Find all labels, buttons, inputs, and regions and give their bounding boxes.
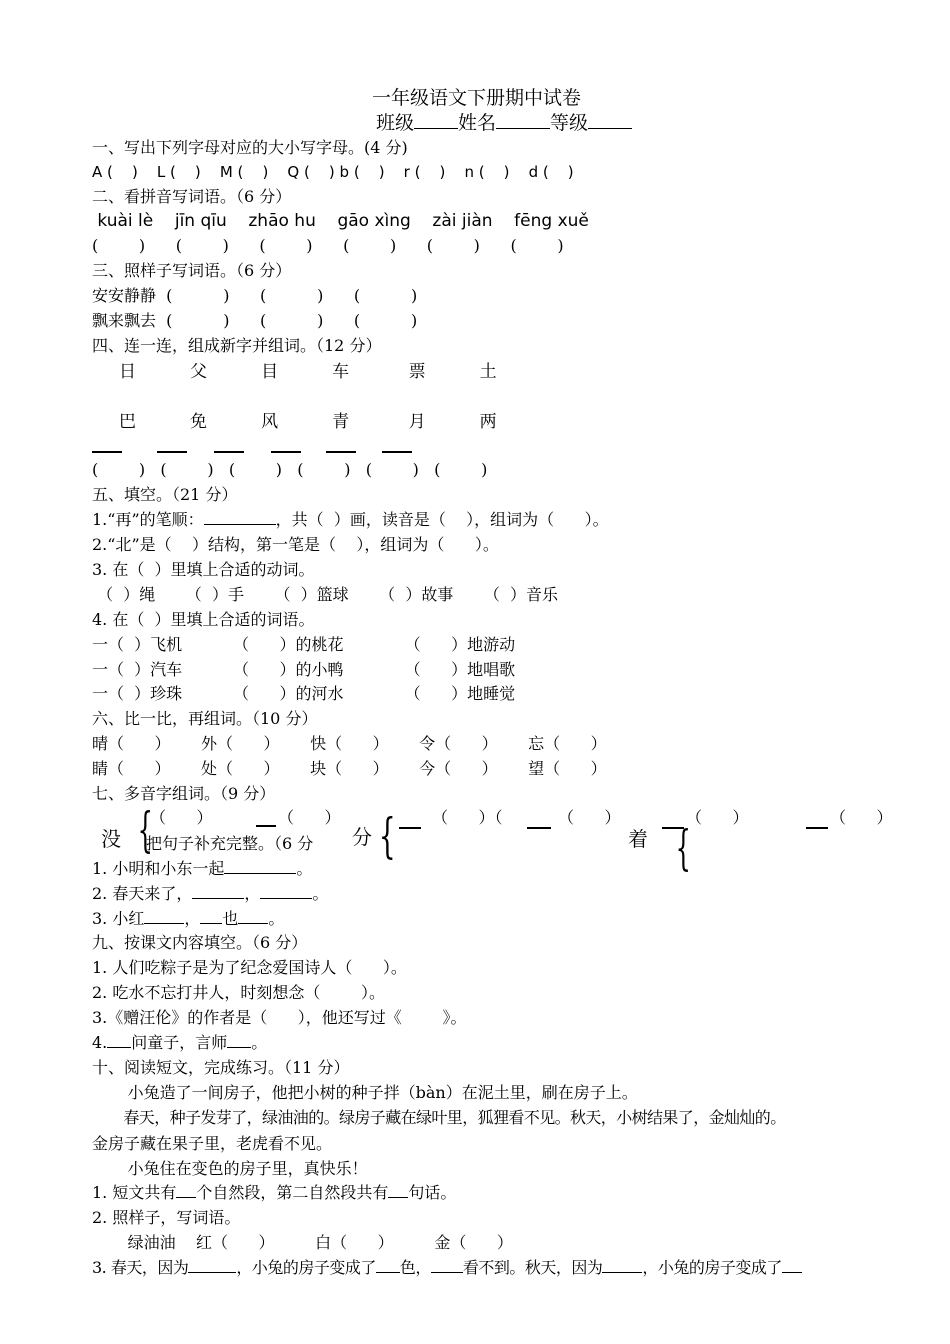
dash-mark <box>527 827 551 829</box>
answer-blank[interactable] <box>107 1033 131 1048</box>
passage-paragraph-2-cont: 金房子藏在果子里，老虎看不见。 <box>92 1134 333 1153</box>
fill-q4-row-2: 一（ ）汽车 （ ）的小鸭 （ ）地唱歌 <box>92 660 516 679</box>
answer-blank[interactable] <box>227 1033 251 1048</box>
compare-row-2: 睛（ ） 处（ ） 块（ ） 今（ ） 望（ ） <box>92 759 607 778</box>
polyphone-blank: （ ） <box>558 808 621 827</box>
answer-blank[interactable] <box>238 909 268 924</box>
pattern-row-1: 安安静静 ( ) ( ) ( ) <box>92 286 418 305</box>
section-8-heading: 把句子补充完整。（6 分 <box>146 834 314 853</box>
passage-paragraph-2: 春天，种子发芽了，绿油油的。绿房子藏在绿叶里，狐狸看不见。秋天，小树结果了，金灿灿的。 <box>92 1108 786 1127</box>
connect-line <box>214 451 244 453</box>
connect-bottom-chars: 巴 免 风 青 月 两 <box>92 412 497 432</box>
answer-blank[interactable] <box>376 1258 400 1273</box>
section-4-heading: 四、连一连，组成新字并组词。（12 分） <box>92 336 382 355</box>
section-2-heading: 二、看拼音写词语。（6 分） <box>92 187 292 206</box>
dash-mark <box>399 827 421 829</box>
answer-blank[interactable] <box>602 1258 642 1273</box>
connect-line <box>382 451 412 453</box>
answer-blank[interactable] <box>388 1183 408 1198</box>
passage-paragraph-1: 小兔造了一间房子，他把小树的种子拌（bàn）在泥土里，刷在房子上。 <box>92 1083 638 1102</box>
brace-icon: { <box>378 808 396 864</box>
recall-q3: 3.《赠汪伦》的作者是（ ），他还写过《 》。 <box>92 1008 467 1027</box>
fill-q1: 1.“再”的笔顺： ，共（ ）画，读音是（ ），组词为（ ）。 <box>92 510 609 529</box>
reading-q3: 3. 春天，因为 ，小兔的房子变成了 色， 看不到。秋天，因为 ，小兔的房子变成了 <box>92 1258 802 1278</box>
answer-blank[interactable] <box>224 859 296 874</box>
brace-icon: { <box>137 802 153 858</box>
polyphone-blank: （ ） <box>830 808 893 827</box>
section-6-heading: 六、比一比，再组词。（10 分） <box>92 709 318 728</box>
polyphone-fen: 分 <box>352 825 372 849</box>
answer-blank[interactable] <box>192 884 244 899</box>
answer-blank[interactable] <box>260 884 312 899</box>
answer-blank[interactable] <box>782 1258 802 1273</box>
section-1-heading: 一、写出下列字母对应的大小写字母。(4 分) <box>92 138 408 157</box>
answer-blank[interactable] <box>144 909 184 924</box>
section-3-heading: 三、照样子写词语。（6 分） <box>92 261 292 280</box>
polyphone-blank: （ ） <box>278 808 341 827</box>
section-10-heading: 十、阅读短文，完成练习。（11 分） <box>92 1058 350 1077</box>
sentence-q2: 2. 春天来了， ， 。 <box>92 884 329 903</box>
compare-row-1: 晴（ ） 外（ ） 快（ ） 令（ ） 忘（ ） <box>92 734 607 753</box>
grade-field[interactable] <box>588 114 632 129</box>
fill-q2: 2.“北”是（ ）结构，第一笔是（ ），组词为（ ）。 <box>92 535 499 554</box>
student-info-line <box>376 113 632 133</box>
fill-q4-row-1: 一（ ）飞机 （ ）的桃花 （ ）地游动 <box>92 635 516 654</box>
connect-answer-blanks: ( ) ( ) ( ) ( ) ( ) ( ) <box>92 460 488 479</box>
class-label: 班级 <box>376 112 415 134</box>
dash-mark <box>806 827 828 829</box>
reading-q1: 1. 短文共有 个自然段，第二自然段共有 句话。 <box>92 1183 457 1202</box>
class-field[interactable] <box>414 114 458 129</box>
section-9-heading: 九、按课文内容填空。（6 分） <box>92 933 308 952</box>
answer-blank[interactable] <box>200 909 222 924</box>
answer-blank[interactable] <box>431 1258 463 1273</box>
fill-q4-row-3: 一（ ）珍珠 （ ）的河水 （ ）地睡觉 <box>92 684 516 703</box>
answer-blank[interactable] <box>176 1183 196 1198</box>
connect-line <box>271 451 301 453</box>
connect-line <box>157 451 187 453</box>
page-title: 一年级语文下册期中试卷 <box>372 87 582 109</box>
passage-paragraph-3: 小兔住在变色的房子里，真快乐！ <box>92 1159 368 1178</box>
polyphone-blank: （ ） <box>686 808 749 827</box>
pinyin-answer-blanks: ( ) ( ) ( ) ( ) ( ) ( ) <box>92 236 564 255</box>
stroke-order-blank[interactable] <box>204 510 276 525</box>
grade-label: 等级 <box>550 112 589 134</box>
dash-mark <box>256 825 276 827</box>
name-field[interactable] <box>496 114 550 129</box>
recall-q1: 1. 人们吃粽子是为了纪念爱国诗人（ ）。 <box>92 958 407 977</box>
fill-q3: 3. 在（ ）里填上合适的动词。 <box>92 560 315 579</box>
fill-q3-row: （ ）绳 （ ）手 （ ）篮球 （ ）故事 （ ）音乐 <box>92 585 559 604</box>
polyphone-blank: （ ） <box>150 808 213 827</box>
pattern-row-2: 飘来飘去 ( ) ( ) ( ) <box>92 311 418 330</box>
section-7-heading: 七、多音字组词。（9 分） <box>92 784 276 803</box>
section-5-heading: 五、填空。（21 分） <box>92 485 238 504</box>
connect-line <box>326 451 356 453</box>
recall-q4: 4. 问童子，言师 。 <box>92 1033 268 1052</box>
polyphone-zhe: 着 <box>628 827 648 851</box>
fill-q4: 4. 在（ ）里填上合适的词语。 <box>92 610 315 629</box>
answer-blank[interactable] <box>188 1258 236 1273</box>
reading-q2-row: 绿油油 红（ ） 白（ ） 金（ ） <box>92 1233 513 1252</box>
pinyin-row: kuài lè jīn qīu zhāo hu gāo xìng zài jiàn fēng xuě <box>92 211 589 231</box>
polyphone-blank: （ ）（ <box>432 808 503 827</box>
recall-q2: 2. 吃水不忘打井人，时刻想念（ ）。 <box>92 983 386 1002</box>
letters-row: A ( ) L ( ) M ( ) Q ( ) b ( ) r ( ) n ( ) d ( ) <box>92 163 574 181</box>
sentence-q1: 1. 小明和小东一起 。 <box>92 859 313 878</box>
name-label: 姓名 <box>458 112 497 134</box>
brace-icon: { <box>675 820 691 876</box>
connect-line <box>92 451 122 453</box>
reading-q2: 2. 照样子，写词语。 <box>92 1208 241 1227</box>
sentence-q3: 3. 小红 ， 也 。 <box>92 909 285 928</box>
polyphone-mei: 没 <box>101 827 121 851</box>
connect-top-chars: 日 父 目 车 票 土 <box>92 362 497 382</box>
